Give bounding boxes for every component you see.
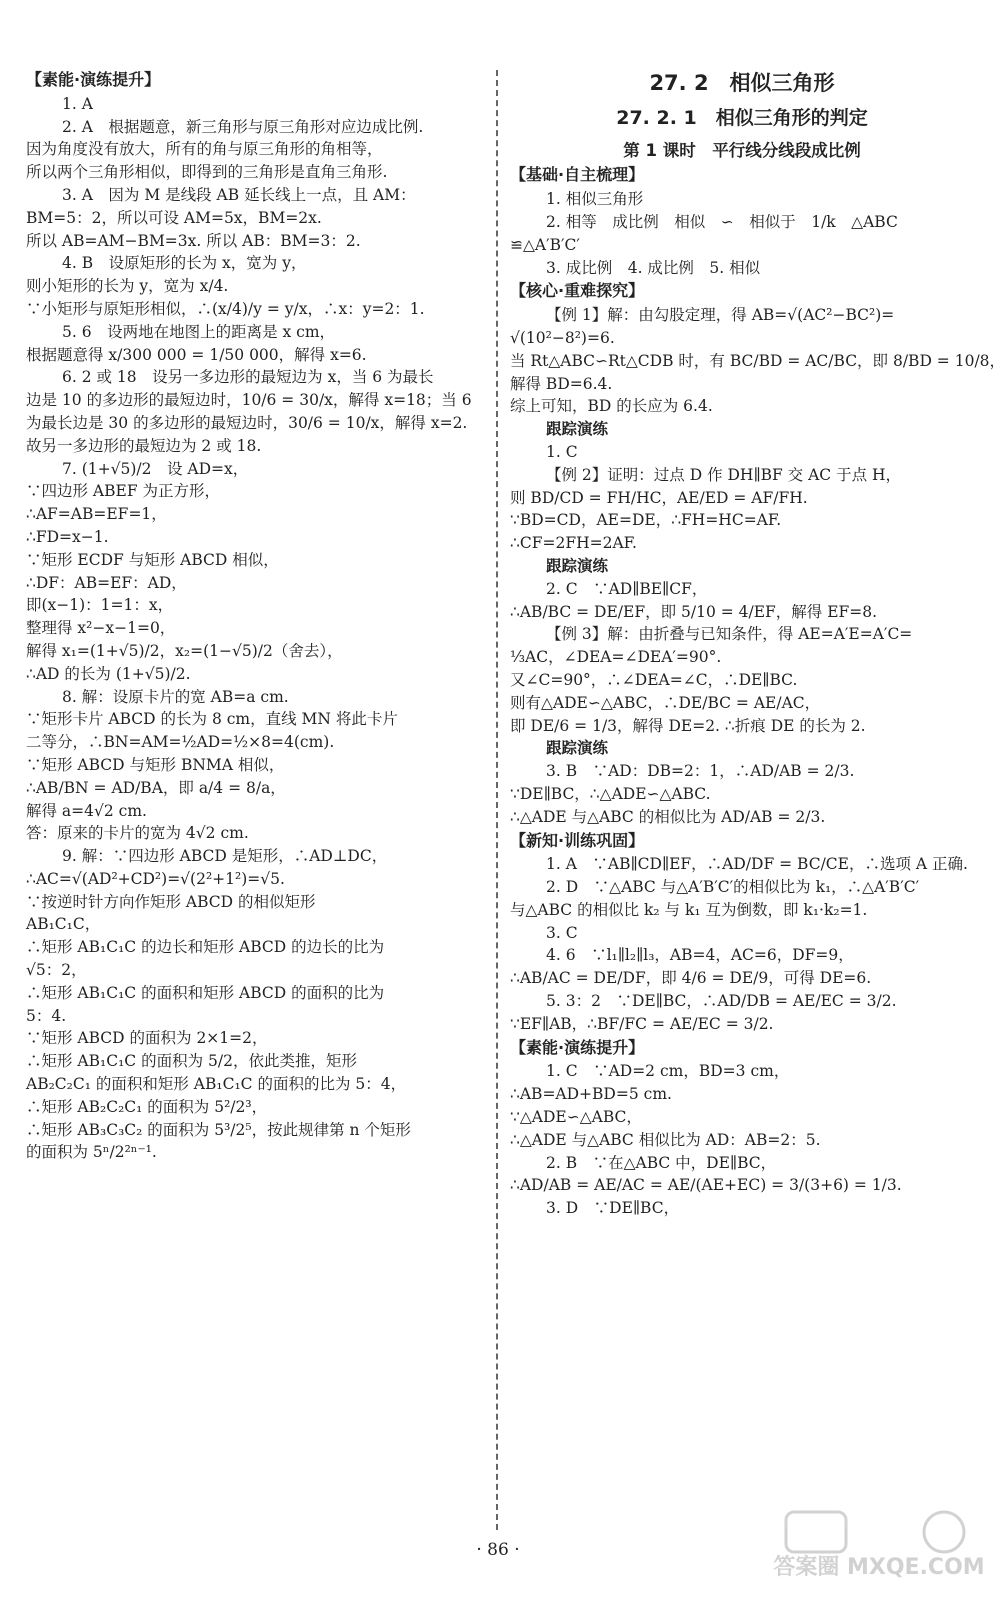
text-line: ∴矩形 AB₂C₂C₁ 的面积为 5²/2³， [26,1097,268,1116]
text-line: 1. A ∵AB∥CD∥EF，∴AD/DF = BC/CE，∴选项 A 正确. [546,855,968,874]
text-line: 8. 解：设原卡片的宽 AB=a cm. [62,687,289,706]
text-line: 即(x−1)：1=1：x， [26,596,174,615]
text-line: 1. 相似三角形 [546,190,644,209]
text-line: 所以两个三角形相似，即得到的三角形是直角三角形. [26,163,388,182]
text-line: 6. 2 或 18 设另一多边形的最短边为 x，当 6 为最长 [62,368,434,387]
text-line: ∵矩形 ABCD 与矩形 BNMA 相似， [26,755,285,774]
lesson-title: 第 1 课时 平行线分线段成比例 [623,140,861,160]
text-line: ∴AB/AC = DE/DF，即 4/6 = DE/9，可得 DE=6. [510,969,872,988]
text-line: 4. 6 ∵l₁∥l₂∥l₃，AB=4，AC=6，DF=9， [546,946,854,965]
section-title: 27. 2. 1 相似三角形的判定 [616,106,868,129]
text-line: √5：2， [26,961,87,980]
text-line: AB₂C₂C₁ 的面积和矩形 AB₁C₁C 的面积的比为 5：4， [26,1075,407,1094]
text-line: 5：4. [26,1006,67,1025]
text-line: 5. 3：2 ∵DE∥BC，∴AD/DB = AE/EC = 3/2. [546,992,897,1011]
text-line: 故另一多边形的最短边为 2 或 18. [26,436,262,455]
text-line: ∴AB/BC = DE/EF，即 5/10 = 4/EF，解得 EF=8. [510,602,878,621]
text-line: 【例 3】解：由折叠与已知条件，得 AE=A′E=A′C= [546,625,913,644]
basics-lines [510,188,974,279]
text-line: BM=5：2，所以可设 AM=5x，BM=2x. [26,208,322,227]
text-line: 5. 6 设两地在地图上的距离是 x cm， [62,322,336,341]
right-column [510,68,1005,1220]
left-lines [26,93,486,1164]
section-heading: 【基础·自主梳理】 [510,165,645,185]
core-lines [510,304,1005,828]
text-line: 1. A [62,94,93,113]
text-line: 因为角度没有放大，所有的角与原三角形的角相等， [26,140,383,159]
text-line: ∴AB=AD+BD=5 cm. [510,1085,672,1104]
text-line: ∵按逆时针方向作矩形 ABCD 的相似矩形 [26,892,316,911]
text-line: 跟踪演练 [546,556,609,575]
text-line: 解得 BD=6.4. [510,374,613,393]
text-line: ∴DF：AB=EF：AD， [26,573,187,592]
text-line: 即 DE/6 = 1/3，解得 DE=2. ∴折痕 DE 的长为 2. [510,716,866,735]
text-line: ∴AF=AB=EF=1， [26,505,167,524]
text-line: ∴矩形 AB₁C₁C 的面积和矩形 ABCD 的面积的比为 [26,983,385,1002]
text-line: 与△ABC 的相似比 k₂ 与 k₁ 互为倒数，即 k₁·k₂=1. [510,900,868,919]
text-line: 根据题意得 x/300 000 = 1/50 000，解得 x=6. [26,345,367,364]
text-line: ∴矩形 AB₁C₁C 的面积为 5/2，依此类推，矩形 [26,1052,357,1071]
text-line: ∴AB/BN = AD/BA，即 a/4 = 8/a， [26,778,286,797]
text-line: ≌△A′B′C′ [510,235,580,254]
text-line: 3. C [546,923,578,942]
text-line: ∴AD/AB = AE/AC = AE/(AE+EC) = 3/(3+6) = 1/3. [510,1176,902,1195]
text-line: 综上可知，BD 的长应为 6.4. [510,397,713,416]
text-line: ∵小矩形与原矩形相似，∴(x/4)/y = y/x，∴x：y=2：1. [26,299,425,318]
text-line: 3. B ∵AD：DB=2：1，∴AD/AB = 2/3. [546,762,855,781]
text-line: 2. B ∵在△ABC 中，DE∥BC， [546,1153,777,1172]
text-line: 4. B 设原矩形的长为 x，宽为 y， [62,254,307,273]
text-line: 则 BD/CD = FH/HC，AE/ED = AF/FH. [510,488,808,507]
text-line: ∴矩形 AB₃C₃C₂ 的面积为 5³/2⁵，按此规律第 n 个矩形 [26,1120,411,1139]
section-heading: 【新知·训练巩固】 [510,830,645,850]
text-line: 的面积为 5ⁿ/2²ⁿ⁻¹. [26,1143,157,1162]
text-line: ∴矩形 AB₁C₁C 的边长和矩形 ABCD 的边长的比为 [26,938,385,957]
text-line: 1. C [546,442,578,461]
text-line: ∵BD=CD，AE=DE，∴FH=HC=AF. [510,511,782,530]
text-line: ∵△ADE∽△ABC， [510,1108,642,1127]
page-number: · 86 · [476,1540,520,1560]
chapter-title: 27. 2 相似三角形 [649,71,835,95]
text-line: 3. 成比例 4. 成比例 5. 相似 [546,258,761,277]
text-line: ∵矩形卡片 ABCD 的长为 8 cm，直线 MN 将此卡片 [26,710,398,729]
text-line: ∴AC=√(AD²+CD²)=√(2²+1²)=√5. [26,869,285,888]
text-line: 当 Rt△ABC∽Rt△CDB 时，有 BC/BD = AC/BC，即 8/BD = 10/8， [510,351,1005,370]
text-line: 跟踪演练 [546,739,609,758]
text-line: 2. C ∵AD∥BE∥CF， [546,579,708,598]
text-line: 【例 1】解：由勾股定理，得 AB=√(AC²−BC²)= [546,306,895,325]
text-line: 所以 AB=AM−BM=3x. 所以 AB：BM=3：2. [26,231,361,250]
left-column [26,68,486,1164]
text-line: 边是 10 的多边形的最短边时，10/6 = 30/x，解得 x=18；当 6 [26,391,472,410]
text-line: 2. 相等 成比例 相似 ∽ 相似于 1/k △ABC [546,212,898,231]
text-line: ∵DE∥BC，∴△ADE∽△ABC. [510,784,711,803]
text-line: 2. D ∵△ABC 与△A′B′C′的相似比为 k₁，∴△A′B′C′ [546,878,920,897]
text-line: 又∠C=90°，∴∠DEA=∠C，∴DE∥BC. [510,670,798,689]
text-line: 则小矩形的长为 y，宽为 x/4. [26,277,229,296]
text-line: 解得 a=4√2 cm. [26,801,147,820]
watermark-logo [773,1508,985,1580]
text-line: ∵矩形 ABCD 的面积为 2×1=2， [26,1029,268,1048]
extension-lines [510,1060,974,1220]
watermark-text: 答案圈 MXQE.COM [773,1555,985,1580]
column-divider [496,70,498,1530]
text-line: 整理得 x²−x−1=0， [26,619,176,638]
text-line: 3. A 因为 M 是线段 AB 延长线上一点，且 AM： [62,185,416,204]
text-line: 【例 2】证明：过点 D 作 DH∥BF 交 AC 于点 H， [546,465,902,484]
section-heading: 【素能·演练提升】 [510,1037,645,1057]
text-line: 则有△ADE∽△ABC，∴DE/BC = AE/AC， [510,693,821,712]
text-line: ∵EF∥AB，∴BF/FC = AE/EC = 3/2. [510,1014,774,1033]
text-line: ∴FD=x−1. [26,527,109,546]
text-line: 二等分，∴BN=AM=½AD=½×8=4(cm). [26,733,335,752]
text-line: 跟踪演练 [546,420,609,439]
text-line: ∴AD 的长为 (1+√5)/2. [26,664,191,683]
text-line: 3. D ∵DE∥BC， [546,1199,680,1218]
text-line: 7. (1+√5)/2 设 AD=x， [62,459,249,478]
text-line: 解得 x₁=(1+√5)/2，x₂=(1−√5)/2（舍去）， [26,641,343,660]
text-line: ∴△ADE 与△ABC 相似比为 AD：AB=2：5. [510,1130,821,1149]
text-line: AB₁C₁C， [26,915,101,934]
text-line: ⅓AC，∠DEA=∠DEA′=90°. [510,648,722,667]
text-line: ∵矩形 ECDF 与矩形 ABCD 相似， [26,550,279,569]
text-line: 1. C ∵AD=2 cm，BD=3 cm， [546,1062,790,1081]
text-line: ∴CF=2FH=2AF. [510,534,637,553]
text-line: ∴△ADE 与△ABC 的相似比为 AD/AB = 2/3. [510,807,826,826]
text-line: 为最长边是 30 的多边形的最短边时，30/6 = 10/x，解得 x=2. [26,413,468,432]
text-line: 答：原来的卡片的宽为 4√2 cm. [26,824,249,843]
section-heading: 【素能·演练提升】 [26,70,161,89]
text-line: √(10²−8²)=6. [510,328,615,347]
practice-lines [510,853,974,1035]
text-line: ∵四边形 ABEF 为正方形， [26,482,221,501]
text-line: 9. 解：∵四边形 ABCD 是矩形，∴AD⊥DC， [62,847,388,866]
text-line: 2. A 根据题意，新三角形与原三角形对应边成比例. [62,117,424,136]
section-heading: 【核心·重难探究】 [510,281,645,301]
